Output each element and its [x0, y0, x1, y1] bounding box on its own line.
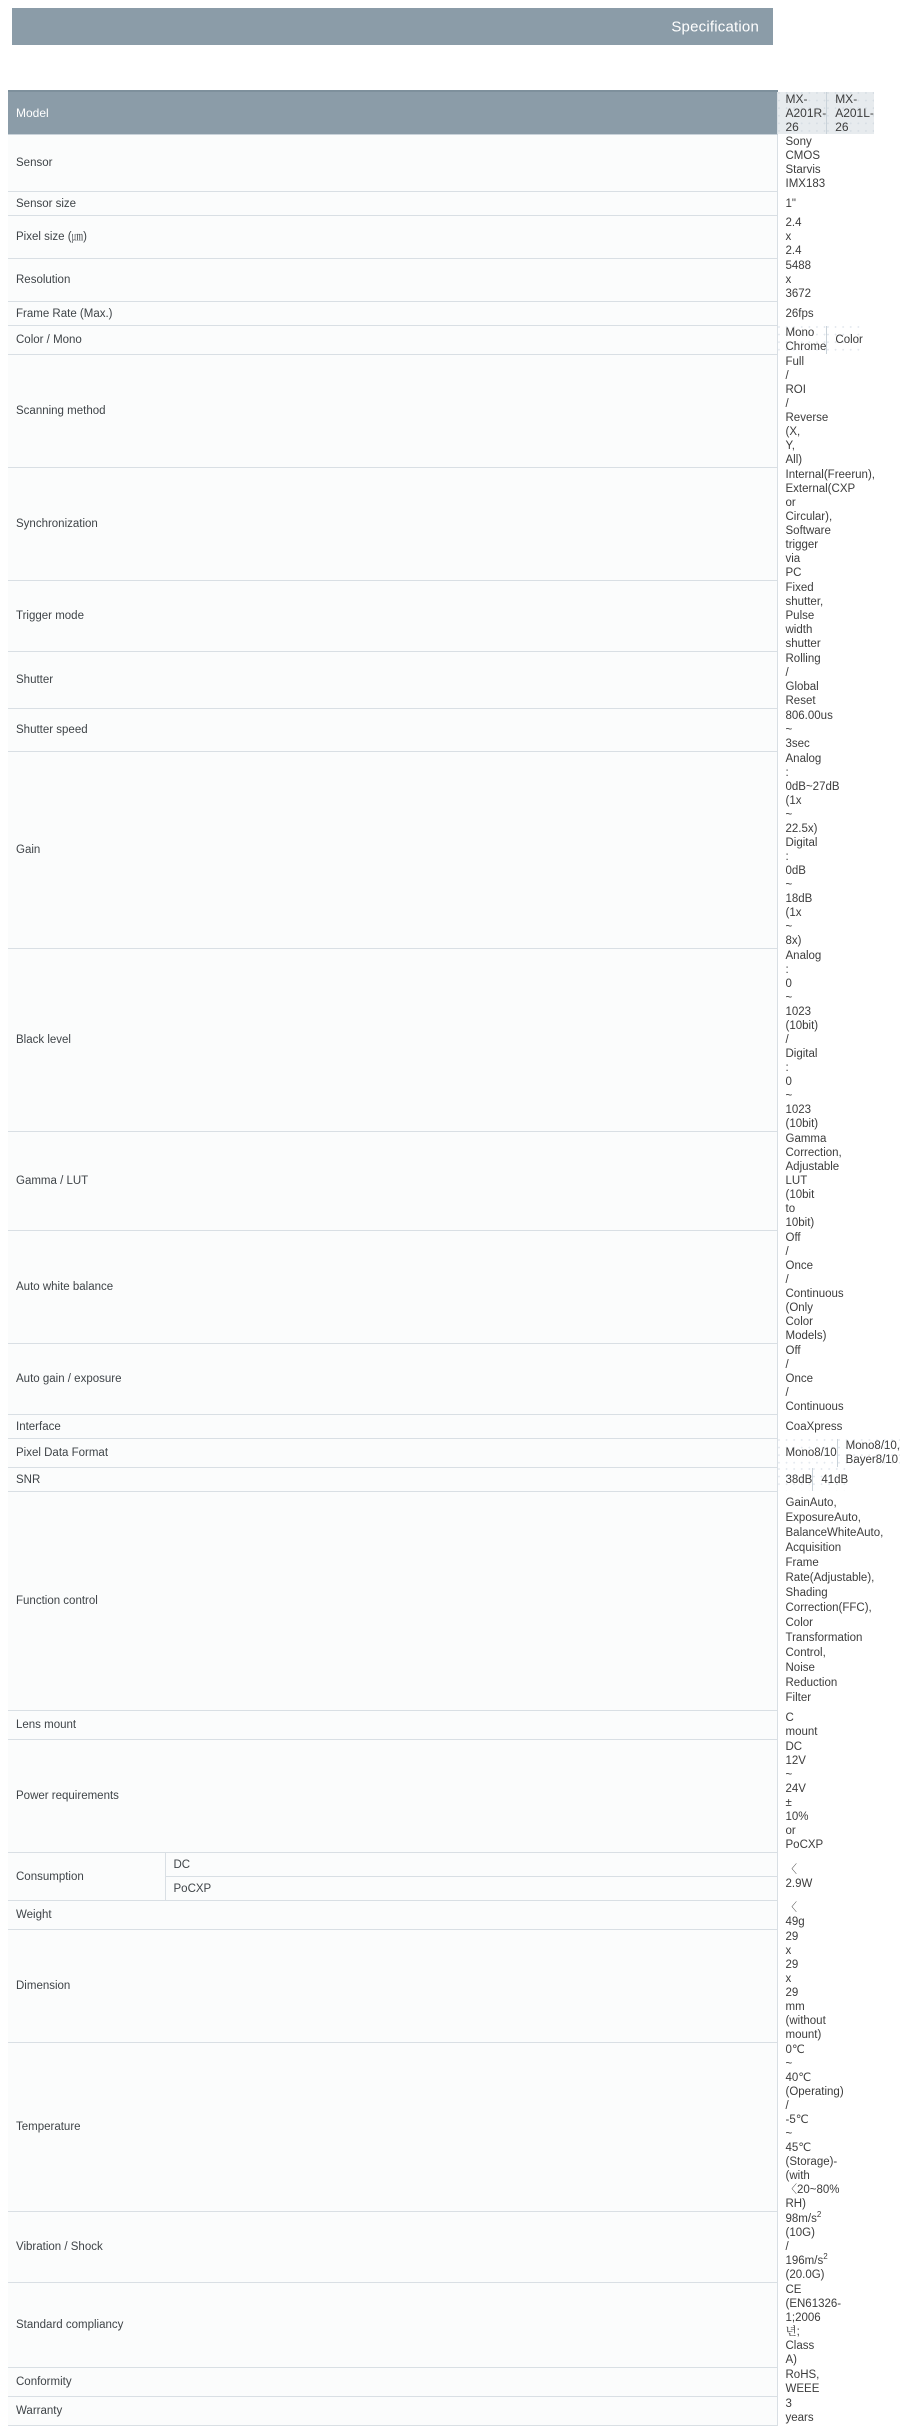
row-label: Warranty	[8, 2397, 777, 2426]
table-row: Sensor size 1"	[8, 192, 777, 216]
table-row	[8, 91, 777, 135]
row-label: Scanning method	[8, 355, 777, 468]
table-row: Lens mount C mount	[8, 1711, 777, 1740]
row-label: Gamma / LUT	[8, 1132, 777, 1231]
specification-table-body	[8, 91, 900, 2426]
row-label: Color / Mono	[8, 326, 777, 355]
row-label: Pixel size (㎛)	[8, 216, 777, 259]
table-row: Auto white balance Off / Once / Continuous (Only Color Models)	[8, 1231, 777, 1344]
row-label: Lens mount	[8, 1711, 777, 1740]
page-title: Specification	[671, 18, 759, 35]
table-row: Temperature 0℃ ~ 40℃ (Operating) / -5℃ ~ 45℃ (Storage)-(with 〈20~80% RH)	[8, 2043, 777, 2212]
table-row: Shutter Rolling / Global Reset	[8, 652, 777, 709]
row-label: Interface	[8, 1415, 777, 1439]
row-label: Frame Rate (Max.)	[8, 302, 777, 326]
row-label: Sensor size	[8, 192, 777, 216]
page-header-band	[12, 8, 773, 45]
row-label: Vibration / Shock	[8, 2212, 777, 2283]
row-label: Shutter speed	[8, 709, 777, 752]
row-label: Sensor	[8, 135, 777, 192]
table-row: Standard compliancy CE (EN61326-1;2006년; Class A)	[8, 2283, 777, 2368]
table-row: Sensor Sony CMOS Starvis IMX183	[8, 135, 777, 192]
table-row: Warranty 3 years	[8, 2397, 777, 2426]
table-row: Weight 〈 49g	[8, 1901, 777, 1930]
row-value-left: MX-A201R-26	[778, 92, 827, 134]
row-value-right: Color	[826, 326, 862, 354]
table-row: Function control GainAuto, ExposureAuto, BalanceWhiteAuto, Acquisition Frame Rate(Adjustable), Shading Correction(FFC), Color Transformation Control, Noise Reduction Filter	[8, 1492, 777, 1711]
table-row	[8, 1468, 777, 1492]
row-label: Auto gain / exposure	[8, 1344, 777, 1415]
table-row: Gamma / LUT Gamma Correction, Adjustable LUT (10bit to 10bit)	[8, 1132, 777, 1231]
row-label: Black level	[8, 949, 777, 1132]
table-row: Conformity RoHS, WEEE	[8, 2368, 777, 2397]
table-row	[8, 326, 777, 355]
row-label: Dimension	[8, 1930, 777, 2043]
row-label: Temperature	[8, 2043, 777, 2212]
row-value-right: 41dB	[812, 1468, 848, 1491]
table-row: Dimension 29 x 29 x 29 mm (without mount)	[8, 1930, 777, 2043]
row-label: Trigger mode	[8, 581, 777, 652]
table-row: Vibration / Shock $98m/s^2$ $(10G) / 196m/s^2$ (20.0G)	[8, 2212, 777, 2283]
row-label: Resolution	[8, 259, 777, 302]
row-label: Function control	[8, 1492, 777, 1711]
table-row: Auto gain / exposure Off / Once / Continuous	[8, 1344, 777, 1415]
row-label: Pixel Data Format	[8, 1439, 777, 1468]
table-row: Resolution 5488 x 3672	[8, 259, 777, 302]
table-row: Frame Rate (Max.) 26fps	[8, 302, 777, 326]
table-row: Shutter speed 806.00us ~ 3sec	[8, 709, 777, 752]
row-label: Power requirements	[8, 1740, 777, 1853]
table-row	[8, 1439, 777, 1468]
row-label: Gain	[8, 752, 777, 949]
row-value-right: MX-A201L-26	[826, 92, 874, 134]
table-row: Synchronization Internal(Freerun), External(CXP or Circular), Software trigger via PC	[8, 468, 777, 581]
table-row: Trigger mode Fixed shutter, Pulse width shutter	[8, 581, 777, 652]
row-value-right: Mono8/10, Bayer8/10	[837, 1439, 900, 1467]
table-row: Black level Analog : 0 ~ 1023 (10bit) / Digital : 0 ~ 1023 (10bit)	[8, 949, 777, 1132]
table-row: Digital : 0dB ~ 18dB (1x ~ 8x)	[785, 837, 818, 947]
row-sublabel: DC	[165, 1853, 777, 1877]
specification-table	[8, 90, 900, 2426]
row-label: Conformity	[8, 2368, 777, 2397]
row-label: Auto white balance	[8, 1231, 777, 1344]
row-label: Synchronization	[8, 468, 777, 581]
row-label: Standard compliancy	[8, 2283, 777, 2368]
table-row: Consumption DC 〈 2.9W	[8, 1853, 777, 1877]
row-label: Model	[8, 91, 777, 135]
row-value-left: Mono Chrome	[778, 326, 827, 354]
table-row: Pixel size (㎛) 2.4 x 2.4	[8, 216, 777, 259]
row-label: Consumption	[8, 1853, 165, 1901]
row-sublabel: PoCXP	[165, 1877, 777, 1901]
table-row: Power requirements DC 12V ~ 24V ± 10% or PoCXP	[8, 1740, 777, 1853]
row-value-left: Mono8/10	[778, 1439, 837, 1467]
table-row: Scanning method Full / ROI / Reverse (X, Y, All)	[8, 355, 777, 468]
row-label: Shutter	[8, 652, 777, 709]
row-label: Weight	[8, 1901, 777, 1930]
row-value-left: 38dB	[778, 1468, 813, 1491]
table-row: Interface CoaXpress	[8, 1415, 777, 1439]
table-row: Gain Analog : 0dB~27dB (1x ~ 22.5x)	[8, 752, 777, 837]
row-label: SNR	[8, 1468, 777, 1492]
